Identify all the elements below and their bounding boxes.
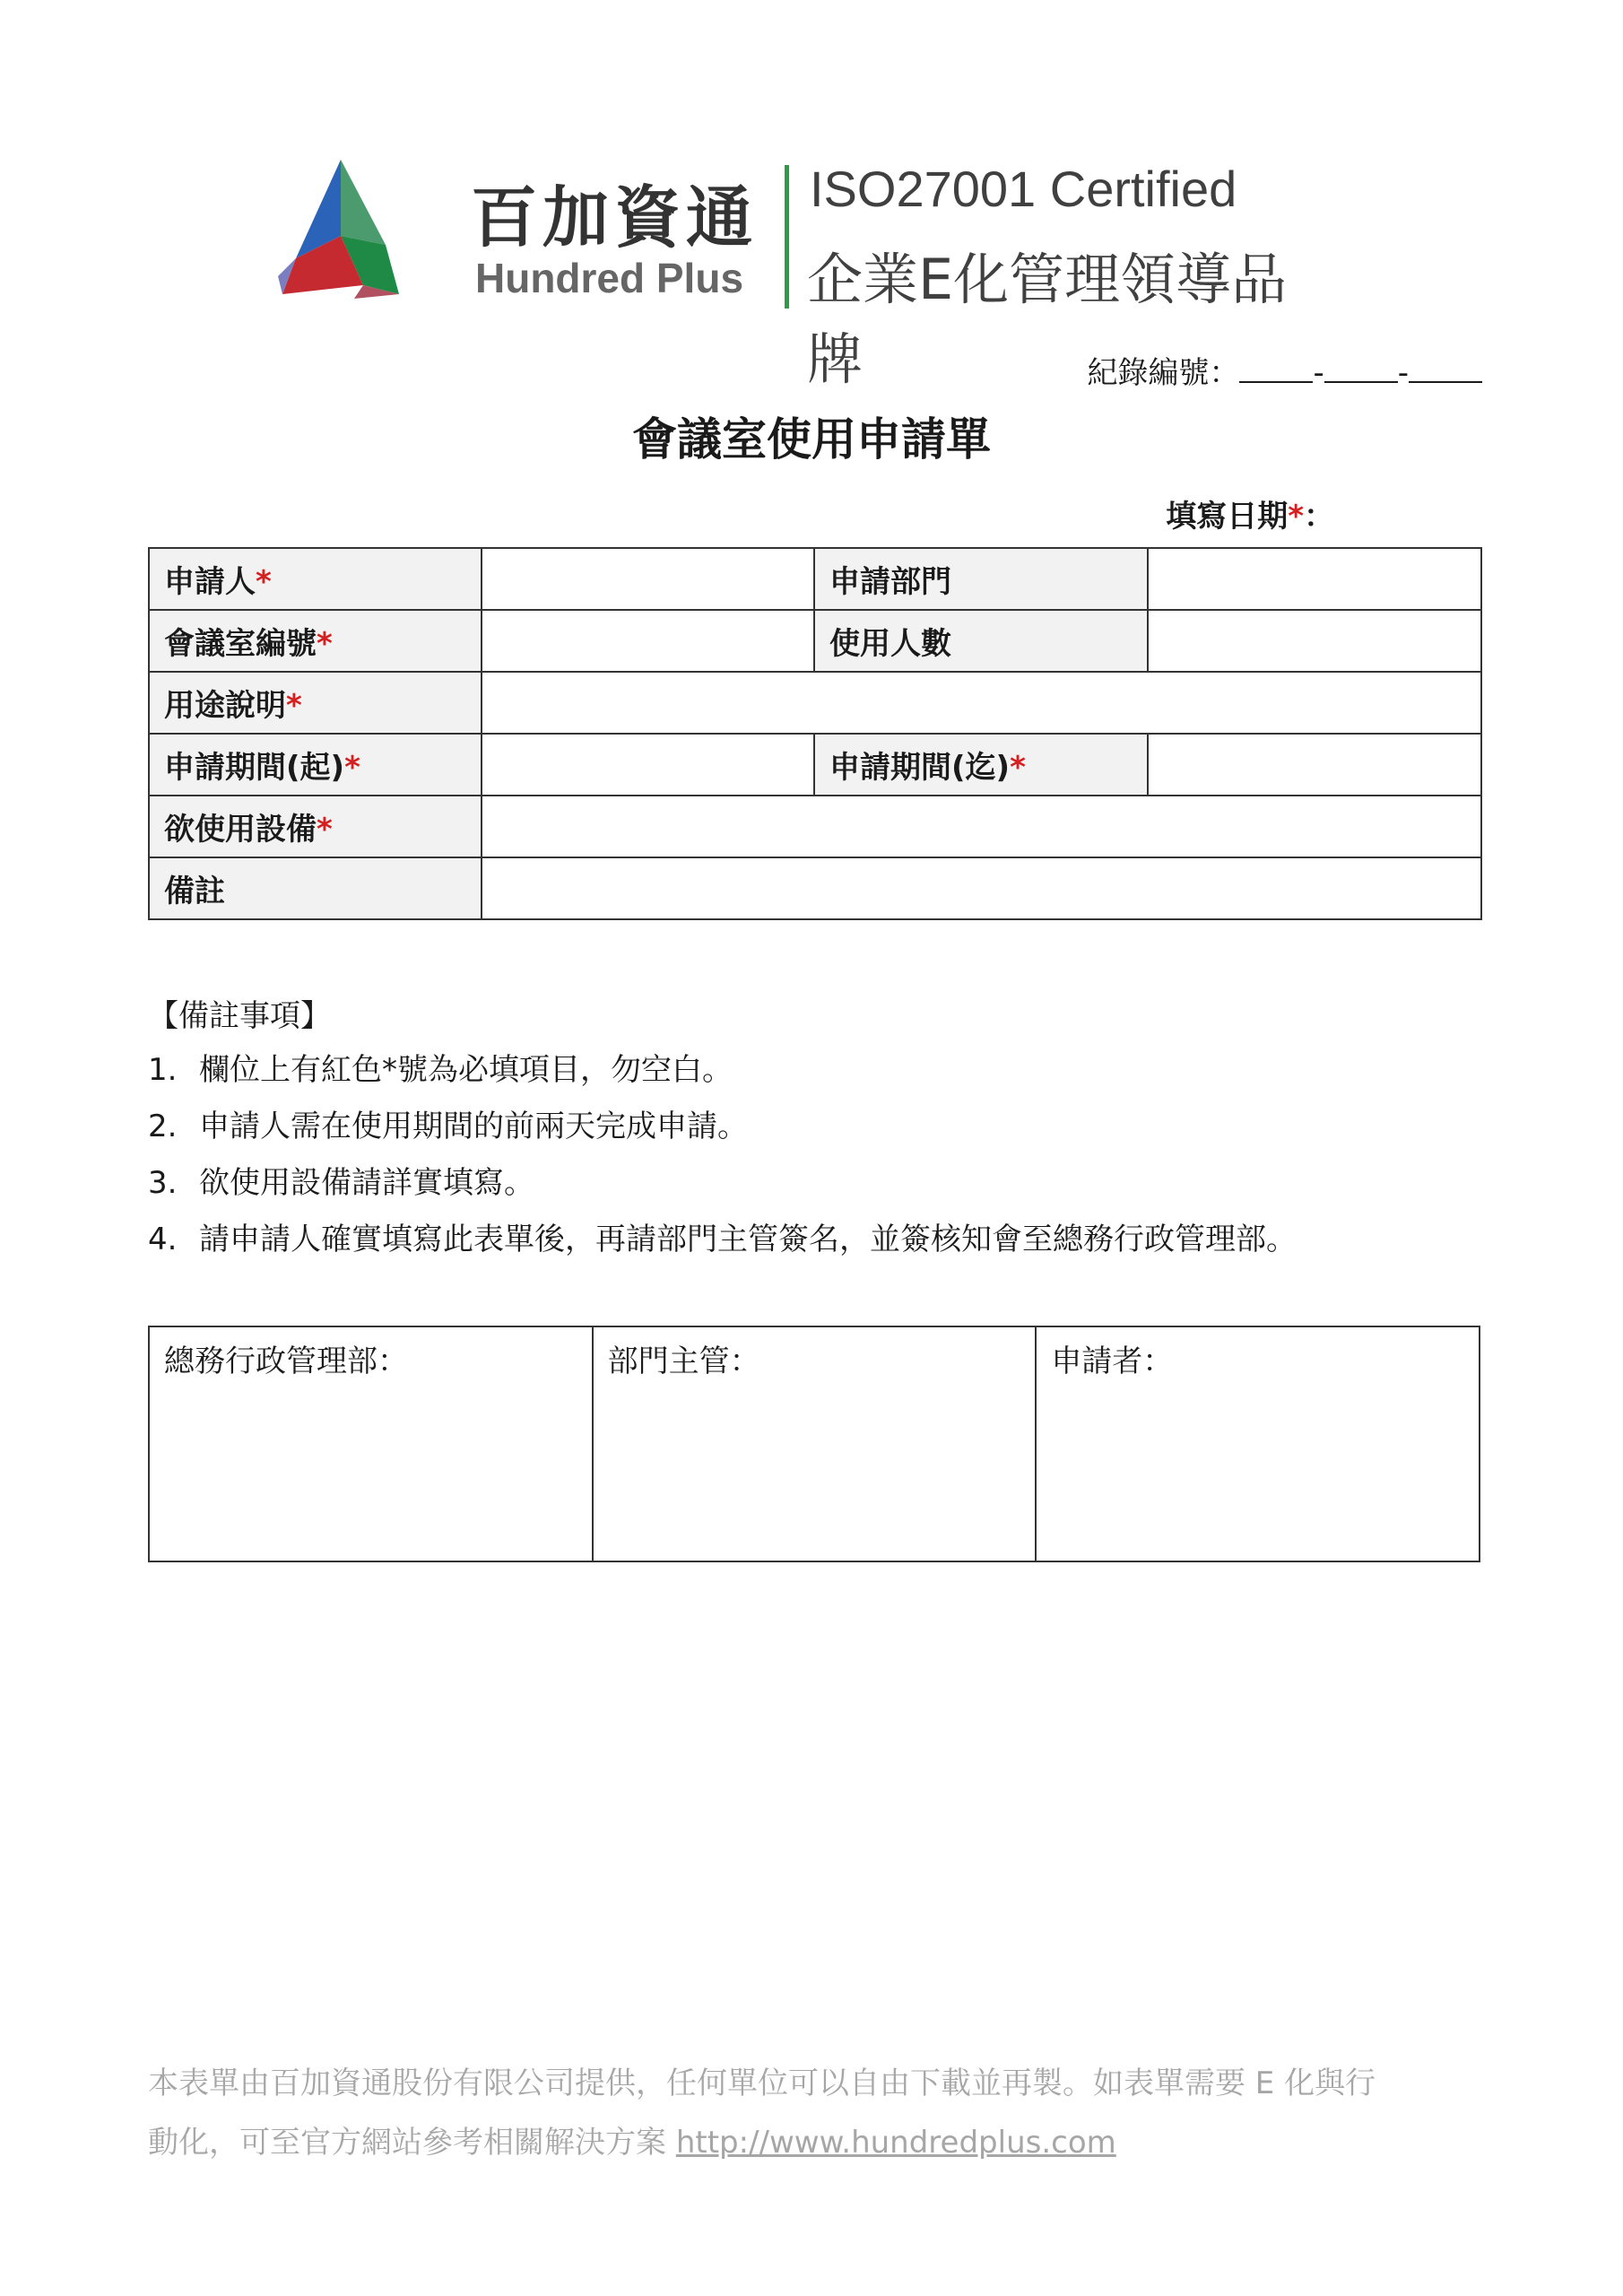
- fill-date: [1166, 491, 1334, 535]
- remarks-label: 備註: [149, 857, 482, 919]
- record-number-label: 紀錄編號：: [1087, 355, 1240, 391]
- hundred-plus-logo-mark-icon: [278, 160, 466, 321]
- list-item: 2. 申請人需在使用期間的前兩天完成申請。: [148, 1109, 748, 1144]
- company-name-en: Hundred Plus: [475, 255, 744, 301]
- required-mark: *: [317, 626, 333, 662]
- signature-table: [148, 1326, 1480, 1562]
- period-end-label: 申請期間(迄)*: [814, 734, 1148, 796]
- record-number-blank[interactable]: [1324, 354, 1398, 383]
- remarks-field[interactable]: [482, 857, 1481, 919]
- period-start-field[interactable]: [482, 734, 814, 796]
- applicant-signature-box[interactable]: [1036, 1326, 1480, 1561]
- record-separator: -: [1397, 355, 1409, 391]
- equipment-field[interactable]: [482, 796, 1481, 857]
- footer-line: 本表單由百加資通股份有限公司提供，任何單位可以自由下載並再製。如表單需要 E 化與行: [148, 2066, 1376, 2101]
- purpose-label: 用途說明*: [149, 672, 482, 734]
- fill-date-colon: ：: [1304, 499, 1334, 535]
- table-row: [149, 672, 1481, 734]
- notes-title: 【備註事項】: [148, 998, 331, 1034]
- room-number-field[interactable]: [482, 610, 814, 672]
- attendees-label: 使用人數: [814, 610, 1148, 672]
- required-mark: *: [317, 812, 333, 848]
- admin-signature-label: 總務行政管理部：: [164, 1344, 408, 1379]
- list-item: 1. 欄位上有紅色*號為必填項目，勿空白。: [148, 1052, 733, 1088]
- application-form-table: [148, 547, 1482, 920]
- record-number-blank[interactable]: [1409, 354, 1482, 383]
- period-end-field[interactable]: [1148, 734, 1481, 796]
- admin-signature-box[interactable]: [149, 1326, 593, 1561]
- purpose-field[interactable]: [482, 672, 1481, 734]
- period-start-label: 申請期間(起)*: [149, 734, 482, 796]
- table-row: [149, 610, 1481, 672]
- table-row: [149, 857, 1481, 919]
- required-mark: *: [256, 564, 272, 600]
- list-item: 3. 欲使用設備請詳實填寫。: [148, 1165, 534, 1201]
- equipment-label: 欲使用設備*: [149, 796, 482, 857]
- logo-divider: [785, 165, 789, 309]
- department-field[interactable]: [1148, 548, 1481, 610]
- website-link[interactable]: http://www.hundredplus.com: [675, 2125, 1116, 2161]
- applicant-field[interactable]: [482, 548, 814, 610]
- supervisor-signature-box[interactable]: [593, 1326, 1037, 1561]
- table-row: [149, 548, 1481, 610]
- company-name-zh: 百加資通: [471, 179, 758, 257]
- department-label: 申請部門: [814, 548, 1148, 610]
- fill-date-label: 填寫日期: [1166, 499, 1289, 535]
- footer-line: 動化，可至官方網站參考相關解決方案 http://www.hundredplus.com: [148, 2125, 1116, 2161]
- applicant-label: 申請人*: [149, 548, 482, 610]
- iso-certification: ISO27001 Certified: [810, 161, 1237, 217]
- attendees-field[interactable]: [1148, 610, 1481, 672]
- table-row: [149, 1326, 1480, 1561]
- record-number: [1087, 348, 1482, 392]
- required-mark: *: [1288, 499, 1304, 535]
- required-mark: *: [1010, 750, 1026, 786]
- supervisor-signature-label: 部門主管：: [607, 1344, 760, 1379]
- notes-list: [148, 1045, 1297, 1271]
- company-slogan: 企業E化管理領導品牌: [807, 247, 1288, 392]
- applicant-signature-label: 申請者：: [1051, 1344, 1174, 1379]
- required-mark: *: [344, 750, 360, 786]
- list-item: 4. 請申請人確實填寫此表單後，再請部門主管簽名，並簽核知會至總務行政管理部。: [148, 1222, 1297, 1257]
- form-title: 會議室使用申請單: [632, 413, 991, 465]
- footer-note: [148, 2054, 1493, 2172]
- room-number-label: 會議室編號*: [149, 610, 482, 672]
- record-separator: -: [1313, 355, 1324, 391]
- required-mark: *: [286, 688, 302, 724]
- table-row: [149, 734, 1481, 796]
- record-number-blank[interactable]: [1239, 354, 1313, 383]
- table-row: [149, 796, 1481, 857]
